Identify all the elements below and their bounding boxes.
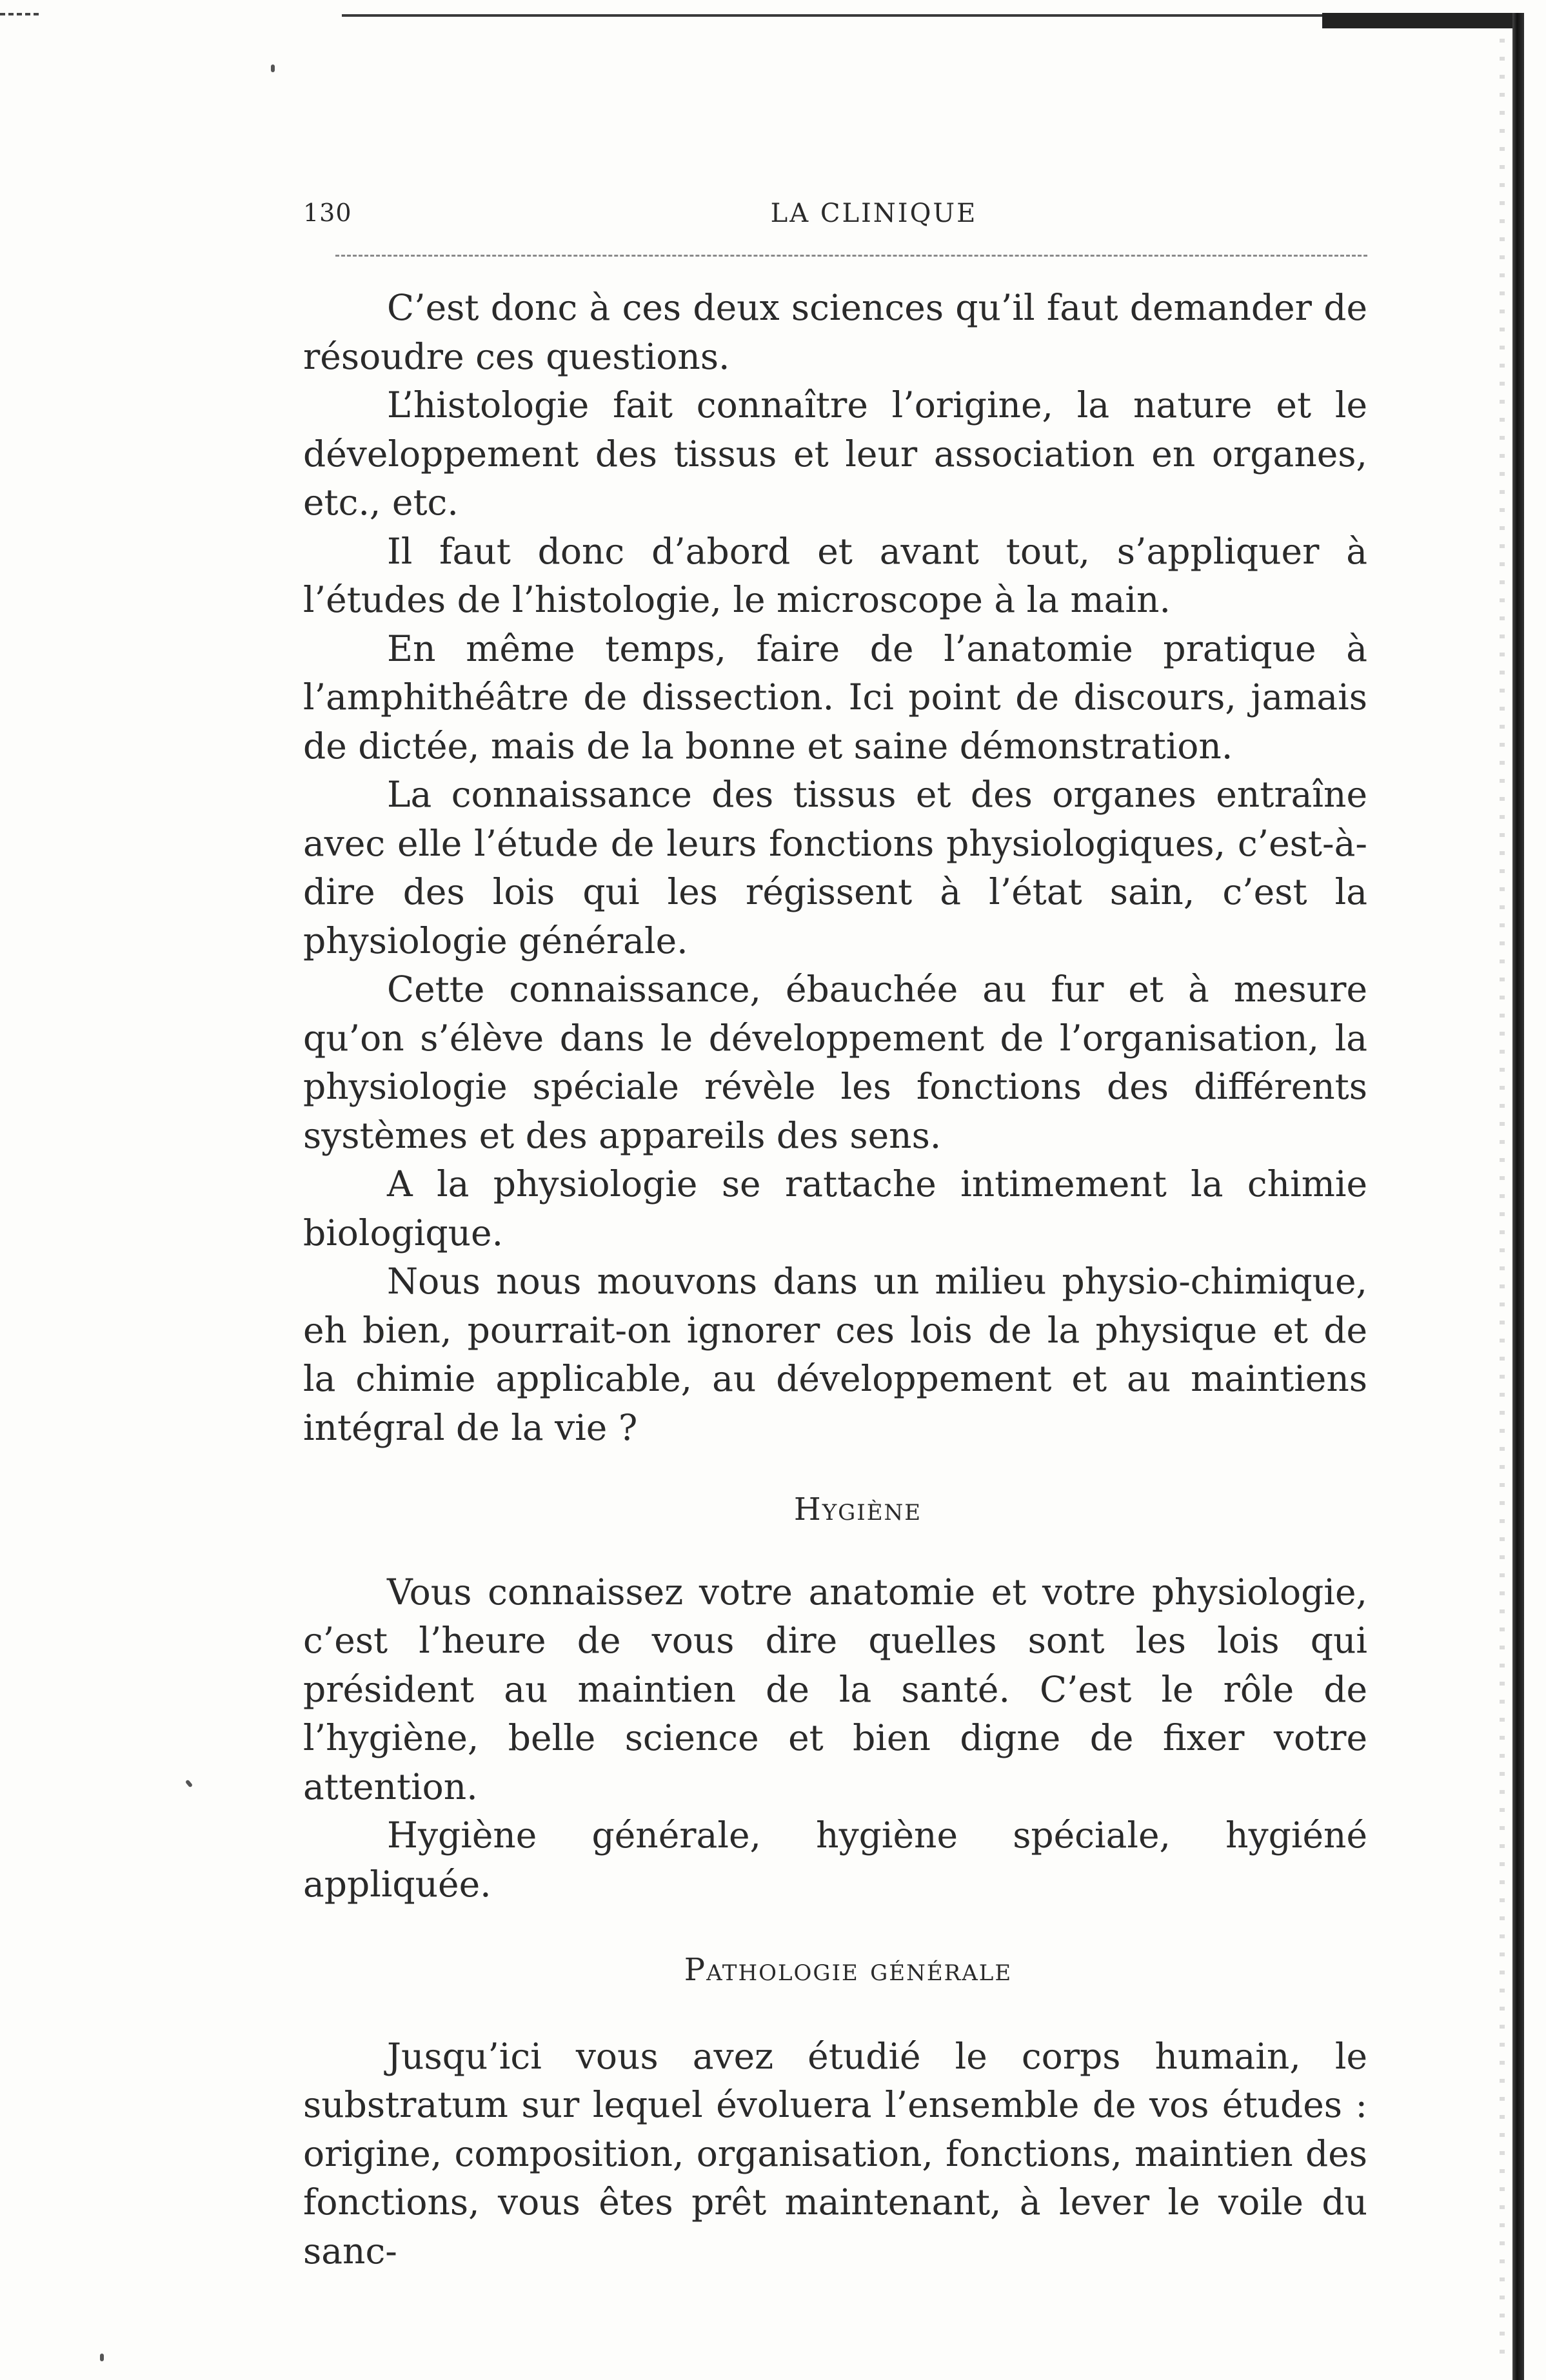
scan-speck (100, 2354, 104, 2361)
running-header (303, 199, 1367, 237)
scan-speck (185, 1779, 193, 1787)
paragraph: La connaissance des tissus et des organes entraîne avec elle l’étude de leurs fonctions physiologiques, c’est-à-dire des lois qui les régissent à l’état sain, c’est la physiologie générale. (303, 774, 1367, 961)
paragraph: Nous nous mouvons dans un milieu physio-chimique, eh bien, pourrait-on ignorer ces lois de la physique et de la chimie applicable, au développement et au maintiens intégral de la vie ? (303, 1261, 1367, 1448)
scan-speck (271, 64, 275, 72)
section-heading-hygiene: Hygiène (793, 1491, 922, 1528)
running-title: LA CLINIQUE (770, 199, 978, 228)
paragraph: En même temps, faire de l’anatomie pratique à l’amphithéâtre de dissection. Ici point de discours, jamais de dictée, mais de la bonne et saine démonstration. (303, 627, 1367, 767)
scan-corner-mark (0, 13, 39, 19)
paragraph: A la physiologie se rattache intimement la chimie biologique. (303, 1163, 1367, 1254)
paragraph: Il faut donc d’abord et avant tout, s’appliquer à l’études de l’histologie, le microscope à la main. (303, 530, 1367, 620)
scan-right-edge (1512, 13, 1524, 2380)
page-number: 130 (303, 199, 352, 227)
body-text (303, 284, 1367, 2276)
paragraph: L’histologie fait connaître l’origine, la nature et le développement des tissus et leur association en organes, etc., etc. (303, 384, 1367, 523)
scan-binding-texture (1500, 39, 1505, 2360)
paragraph: Hygiène générale, hygiène spéciale, hygiéné appliquée. (303, 1815, 1367, 1905)
header-rule (335, 255, 1367, 257)
paragraph: Cette connaissance, ébauchée au fur et à mesure qu’on s’élève dans le développement de l’organisation, la physiologie spéciale révèle les fonctions des différents systèmes et des appareils des sens. (303, 969, 1367, 1156)
paragraph: Vous connaissez votre anatomie et votre physiologie, c’est l’heure de vous dire quelles sont les lois qui président au maintien de la santé. C’est le rôle de l’hygiène, belle science et bien digne de fixer votre attention. (303, 1571, 1367, 1807)
paragraph: C’est donc à ces deux sciences qu’il faut demander de résoudre ces questions. (303, 287, 1367, 377)
paragraph: Jusqu’ici vous avez étudié le corps humain, le substratum sur lequel évoluera l’ensemble de vos études : origine, composition, organisation, fonctions, maintien des fonctions, vous êtes prêt maintenant, à lever le voile du sanc- (303, 2035, 1367, 2272)
scan-top-edge-shadow (1322, 13, 1522, 28)
section-heading-pathologie: Pathologie générale (684, 1952, 1013, 1988)
scan-top-edge (342, 14, 1490, 17)
